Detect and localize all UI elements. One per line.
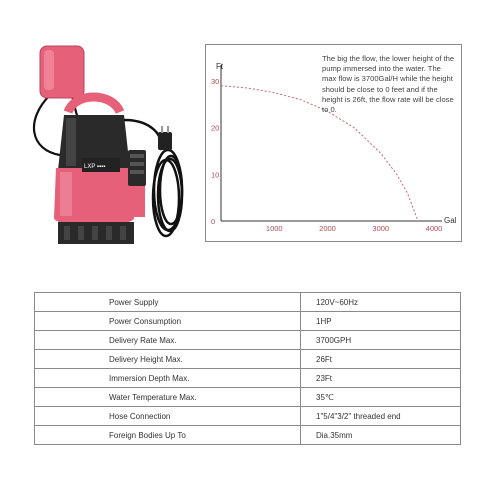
spec-value: 35℃ xyxy=(301,388,461,407)
table-row xyxy=(35,331,461,350)
table-row xyxy=(35,293,461,312)
spec-value: 26Ft xyxy=(301,350,461,369)
table-row xyxy=(35,350,461,369)
spec-label: Water Temperature Max. xyxy=(35,388,301,407)
spec-label: Foreign Bodies Up To xyxy=(35,426,301,445)
x-tick-label: 3000 xyxy=(372,224,390,233)
spec-label: Power Supply xyxy=(35,293,301,312)
table-row xyxy=(35,369,461,388)
y-tick-label: 10 xyxy=(211,170,220,180)
spec-value: 1"5/4"3/2" threaded end xyxy=(301,407,461,426)
spec-value: 120V~60Hz xyxy=(301,293,461,312)
spec-label: Delivery Height Max. xyxy=(35,350,301,369)
pump-illustration xyxy=(20,40,200,260)
y-tick-label: 0 xyxy=(211,217,216,226)
spec-label: Delivery Rate Max. xyxy=(35,331,301,350)
spec-value: Dia.35mm xyxy=(301,426,461,445)
x-tick-label: 1000 xyxy=(265,224,283,233)
spec-label: Hose Connection xyxy=(35,407,301,426)
y-axis-label: Ft xyxy=(216,62,224,71)
y-tick-label: 30 xyxy=(211,77,220,86)
pump-product-image xyxy=(20,40,200,260)
flow-height-chart xyxy=(205,44,462,242)
spec-value: 3700GPH xyxy=(301,331,461,350)
svg-text:LXP ▪▪▪▪: LXP ▪▪▪▪ xyxy=(84,164,106,170)
x-tick-label: 4000 xyxy=(425,224,443,233)
table-row xyxy=(35,426,461,445)
specs-table xyxy=(34,292,461,445)
spec-label: Power Consumption xyxy=(35,312,301,331)
x-axis-label: Gal xyxy=(444,216,457,225)
spec-label: Immersion Depth Max. xyxy=(35,369,301,388)
table-row xyxy=(35,407,461,426)
table-row xyxy=(35,388,461,407)
x-tick-label: 2000 xyxy=(319,224,336,233)
table-row xyxy=(35,312,461,331)
y-tick-label: 20 xyxy=(211,123,220,133)
spec-value: 1HP xyxy=(301,312,461,331)
chart-note: The big the flow, the lower height of the pump immersed into the water. The max flow is 3700Gal/H while the height should be close to 0 feet and if the height is 26ft, the flow rate will be close to 0. xyxy=(322,54,455,115)
specs-table-body xyxy=(35,293,461,445)
spec-value: 23Ft xyxy=(301,369,461,388)
